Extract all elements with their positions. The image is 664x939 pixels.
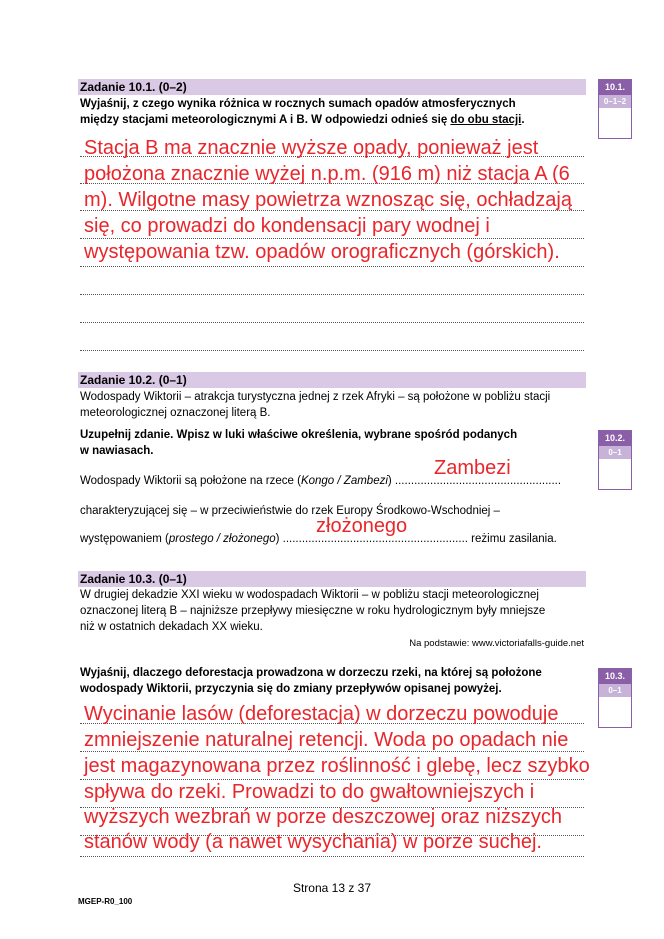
answer-line: Stacja B ma znacznie wyższe opady, ponieważ jest [84,137,539,159]
score-range: 0–1 [599,446,631,459]
task-10-1-question-line2: między stacjami meteorologicznymi A i B. W odpowiedzi odnieś się do obu stacji. [80,114,525,126]
answer-line: stanów wody (a nawet wysychania) w porze suchej. [84,831,542,853]
dotted-line [80,294,584,295]
task-10-3-intro-line3: niż w ostatnich dekadach XX wieku. [80,621,263,633]
score-cell[interactable] [599,459,631,489]
task-10-2-header [78,372,586,388]
task-10-2-instruction-line1: Uzupełnij zdanie. Wpisz w luki właściwe określenia, wybrane spośród podanych [80,429,518,441]
answer-line: spływa do rzeki. Prowadzi to do gwałtowniejszych i [84,781,535,803]
dotted-line [80,350,584,351]
task-10-3-intro-line2: oznaczonej literą B – najniższe przepływy miesięczne w roku hydrologicznym były mniejsze [80,605,546,617]
answer-line: jest magazynowana przez roślinność i glebę, lecz szybko [84,755,590,777]
task-10-3-intro-line1: W drugiej dekadzie XXI wieku w wodospadach Wiktorii – w pobliżu stacji meteorologicznej [80,589,539,601]
page-number: Strona 13 z 37 [292,881,372,895]
score-label: 10.2. [599,431,631,446]
answer-line: wyższych wezbrań w porze deszczowej oraz niższych [84,806,562,828]
answer-line: Wycinanie lasów (deforestacja) w dorzeczu powoduje [84,703,559,725]
answer-line: zmniejszenie naturalnej retencji. Woda po opadach nie [84,729,569,751]
answer-river: Zambezi [434,457,511,479]
task-10-3-header [78,571,586,587]
score-label: 10.3. [599,669,631,684]
task-10-2-instruction-line2: w nawiasach. [80,445,154,457]
task-10-1-question-line1: Wyjaśnij, z czego wynika różnica w rocznych sumach opadów atmosferycznych [80,98,516,110]
answer-line: występowania tzw. opadów orograficznych (górskich). [84,241,560,263]
score-box-10-2 [598,430,632,490]
score-range: 0–1 [599,684,631,697]
document-code: MGEP-R0_100 [78,897,133,906]
task-10-1-title: Zadanie 10.1. (0–2) [80,80,187,94]
score-box-10-3 [598,668,632,728]
task-10-2-sentence1: Wodospady Wiktorii są położone na rzece (Kongo / Zambezi) .................................................... [80,475,562,487]
dotted-line [80,266,584,267]
task-10-2-intro-line2: meteorologicznej oznaczonej literą B. [80,407,271,419]
answer-line: się, co prowadzi do kondensacji pary wodnej i [84,215,490,237]
answer-regime: złożonego [316,515,408,537]
task-10-2-intro-line1: Wodospady Wiktorii – atrakcja turystyczna jednej z rzek Afryki – są położone w pobliżu stacji [80,391,551,403]
task-10-1-header [78,79,586,95]
task-10-2-sentence3: występowaniem (prostego / złożonego) .......................................................... reżimu zasilania. [80,533,557,545]
score-box-10-1 [598,79,632,139]
task-10-2-sentence2: charakteryzującej się – w przeciwieństwie do rzek Europy Środkowo-Wschodniej – [80,505,500,517]
dotted-line [80,856,584,857]
answer-line: położona znacznie wyżej n.p.m. (916 m) niż stacja A (6 [84,163,570,185]
task-10-3-question-line2: wodospady Wiktorii, przyczynia się do zmiany przepływów opisanej powyżej. [80,683,502,695]
task-10-3-title: Zadanie 10.3. (0–1) [80,572,187,586]
task-10-3-question-line1: Wyjaśnij, dlaczego deforestacja prowadzona w dorzeczu rzeki, na której są położone [80,667,542,679]
source-note: Na podstawie: www.victoriafalls-guide.net [409,638,584,649]
score-cell[interactable] [599,108,631,138]
dotted-line [80,322,584,323]
answer-line: m). Wilgotne masy powietrza wznosząc się, ochładzają [84,189,572,211]
task-10-2-title: Zadanie 10.2. (0–1) [80,373,187,387]
score-range: 0–1–2 [599,95,631,108]
score-label: 10.1. [599,80,631,95]
score-cell[interactable] [599,697,631,727]
